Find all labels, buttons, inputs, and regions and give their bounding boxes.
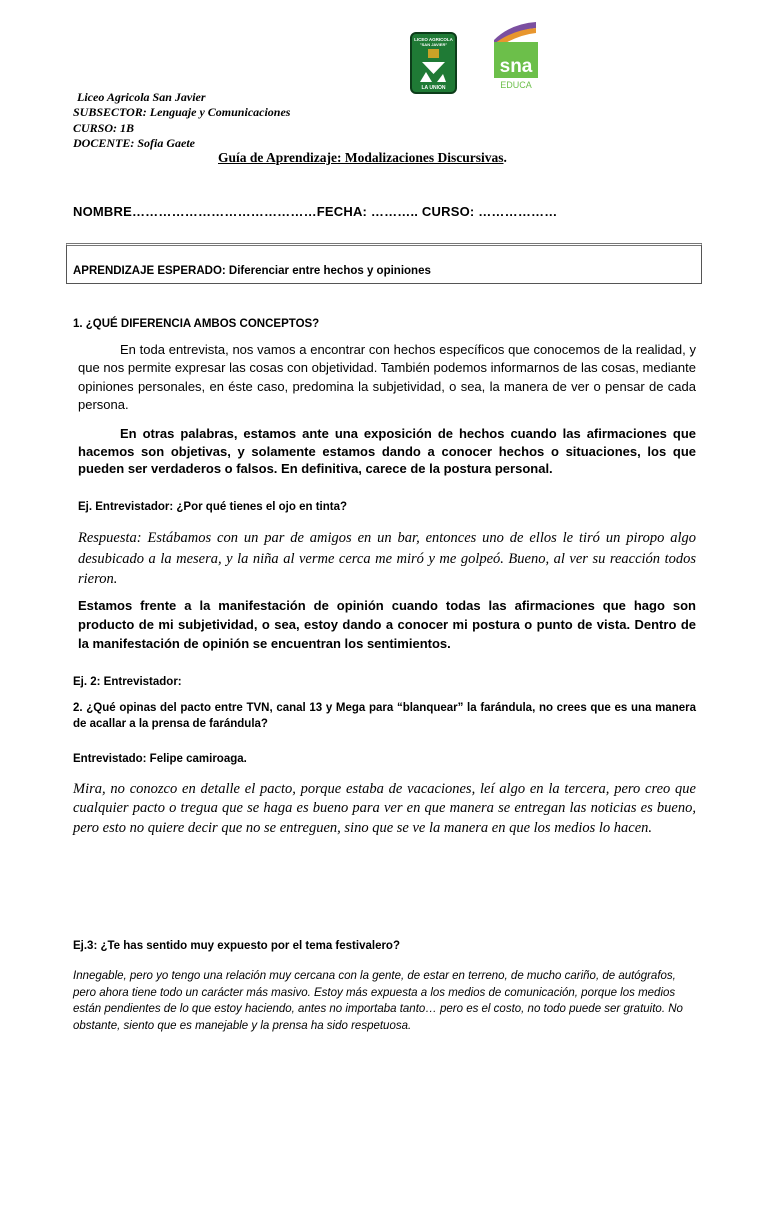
docente: DOCENTE: Sofia Gaete xyxy=(73,135,195,150)
example-question: Ej.3: ¿Te has sentido muy expuesto por el tema festivalero? xyxy=(73,940,400,952)
example-label: Ej. 2: Entrevistador: xyxy=(73,676,182,688)
example-answer: Mira, no conozco en detalle el pacto, porque estaba de vacaciones, leí algo en la tercera, pero creo que cualquier pacto o tregua que se haga es bueno para ver en que manera se entregan las noticias es bueno, pero esto no quiere decir que no se entreguen, sino que se ve la manera en que los medios lo hacen. xyxy=(73,781,696,836)
student-info-line: NOMBRE……………………………………FECHA: ……….. CURSO: ……………… xyxy=(73,204,558,219)
svg-text:"SAN JAVIER": "SAN JAVIER" xyxy=(419,42,448,47)
paragraph-bold: En otras palabras, estamos ante una exposición de hechos cuando las afirmaciones que hacemos son objetivas, y solamente estamos dando a conocer hechos o situaciones, los que pueden ser verdaderos o falsos. En definitiva, carece de la postura personal. xyxy=(78,426,696,477)
svg-text:sna: sna xyxy=(499,56,533,77)
document-header xyxy=(73,90,290,151)
svg-text:EDUCA: EDUCA xyxy=(500,80,532,90)
learning-objective-box xyxy=(66,243,702,284)
interviewee: Entrevistado: Felipe camiroaga. xyxy=(73,753,247,765)
subsector: SUBSECTOR: Lenguaje y Comunicaciones xyxy=(73,105,291,120)
example-question: 2. ¿Qué opinas del pacto entre TVN, canal 13 y Mega para “blanquear” la farándula, no crees que es una manera de acallar a la prensa de farándula? xyxy=(73,702,696,730)
example-answer: Innegable, pero yo tengo una relación muy cercana con la gente, de estar en terreno, de mucho cariño, de autógrafos, pero ahora tiene todo un carácter más masivo. Estoy más expuesta a los medios de comunicación, porque los medios están pendientes de lo que estoy haciendo, antes no importaba tanto… pero es el costo, no todo puede ser gratuito. No obstante, siento que es manejable y la prensa ha sido respetuosa. xyxy=(73,970,683,1032)
paragraph-bold: Estamos frente a la manifestación de opinión cuando todas las afirmaciones que hago son producto de mi subjetividad, o sea, estoy dando a conocer mi postura o punto de vista. Dentro de la manifestación de opinión se encuentran los sentimientos. xyxy=(78,598,696,651)
page-title: Guía de Aprendizaje: Modalizaciones Discursivas. xyxy=(218,150,507,165)
example-answer: Respuesta: Estábamos con un par de amigos en un bar, entonces uno de ellos le tiró un piropo algo desubicado a la mesera, y la niña al verme cerca me miró y me golpeó. Bueno, al ver su reacción todos rieron. xyxy=(78,530,696,587)
curso: CURSO: 1B xyxy=(73,120,135,135)
svg-text:LICEO AGRICOLA: LICEO AGRICOLA xyxy=(414,37,453,42)
liceo-agricola-logo xyxy=(410,32,457,94)
paragraph: En toda entrevista, nos vamos a encontrar con hechos específicos que conocemos de la realidad, y que nos permite expresar las cosas con objetividad. También podemos informarnos de las cosas, mediante opiniones personales, en éste caso, predomina la subjetividad, o sea, la manera de ver o pensar de cada persona. xyxy=(78,342,696,412)
example-question: Ej. Entrevistador: ¿Por qué tienes el ojo en tinta? xyxy=(78,501,348,513)
learning-objective: APRENDIZAJE ESPERADO: Diferenciar entre hechos y opiniones xyxy=(73,265,431,277)
section-heading: 1. ¿QUÉ DIFERENCIA AMBOS CONCEPTOS? xyxy=(73,318,320,330)
school-name: Liceo Agricola San Javier xyxy=(77,90,206,104)
sna-educa-logo xyxy=(490,20,542,92)
svg-text:LA UNION: LA UNION xyxy=(421,85,446,91)
